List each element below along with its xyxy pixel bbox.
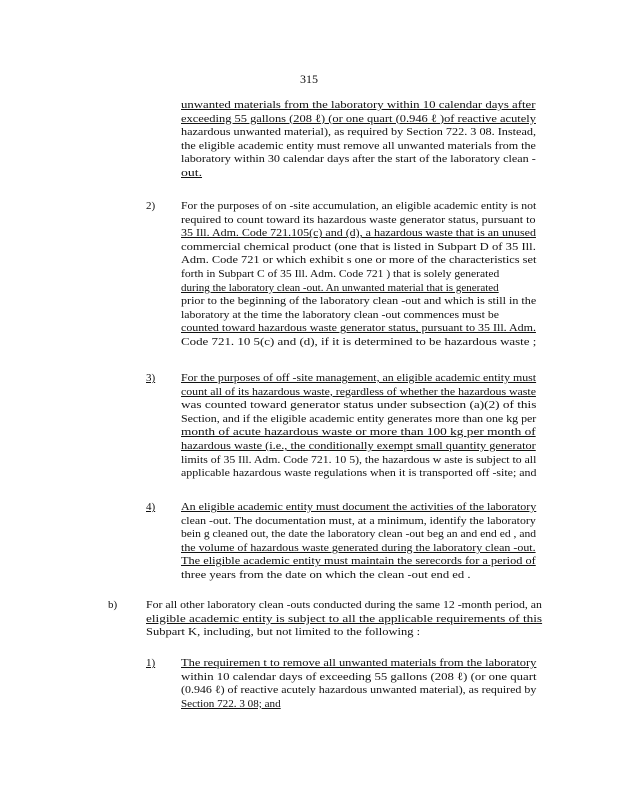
item-label: 4) (146, 501, 156, 513)
text-line: the eligible academic entity must remove all unwanted materials from the (181, 139, 536, 152)
item-label: 1) (146, 657, 156, 669)
text-line: within 10 calendar days of exceeding 55 gallons (208 ℓ) (or one quart (181, 670, 537, 683)
text-line: 35 Ill. Adm. Code 721.105(c) and (d), a hazardous waste that is an unused (181, 227, 536, 240)
text-line: count all of its hazardous waste, regardless of whether the hazardous waste (181, 385, 536, 398)
text-line: Section 722. 3 08; and (181, 697, 281, 710)
text-line: month of acute hazardous waste or more than 100 kg per month of (181, 426, 536, 439)
text-line: three years from the date on which the clean -out end ed . (181, 569, 471, 581)
text-line: The requiremen t to remove all unwanted materials from the laboratory (181, 657, 537, 669)
text-line: The eligible academic entity must maintain the serecords for a period of (181, 555, 536, 568)
text-line: laboratory within 30 calendar days after the start of the laboratory clean - (181, 153, 536, 166)
text-line: clean -out. The documentation must, at a minimum, identify the laboratory (181, 514, 536, 527)
text-line: (0.946 ℓ) of reactive acutely hazardous unwanted material), as required by (181, 684, 537, 697)
text-line: out. (181, 167, 203, 179)
text-line: For the purposes of off -site management, an eligible academic entity must (181, 372, 537, 384)
text-line: For all other laboratory clean -outs conducted during the same 12 -month period, an (146, 599, 542, 611)
text-line: hazardous waste (i.e., the conditionally exempt small quantity generator (181, 440, 536, 452)
page-number: 315 (300, 72, 318, 86)
text-line: An eligible academic entity must document the activities of the laboratory (181, 501, 537, 513)
text-line: bein g cleaned out, the date the laboratory clean -out beg an and end ed , and (181, 528, 537, 541)
text-line: Code 721. 10 5(c) and (d), if it is determined to be hazardous waste ; (181, 336, 537, 348)
item-label: 3) (146, 372, 156, 384)
text-line: counted toward hazardous waste generator status, pursuant to 35 Ill. Adm. (181, 322, 536, 335)
text-line: during the laboratory clean -out. An unwanted material that is generated (181, 281, 499, 294)
text-line: For the purposes of on -site accumulation, an eligible academic entity is not (181, 200, 537, 212)
text-line: was counted toward generator status under subsection (a)(2) of this (181, 399, 537, 412)
text-line: hazardous unwanted material), as required by Section 722. 3 08. Instead, (181, 126, 537, 139)
text-line: laboratory at the time the laboratory clean -out commences must be (181, 308, 499, 321)
text-line: required to count toward its hazardous waste generator status, pursuant to (181, 213, 536, 226)
text-line: Subpart K, including, but not limited to the following : (146, 626, 421, 639)
item-label: b) (108, 599, 118, 611)
text-line: commercial chemical product (one that is listed in Subpart D of 35 Ill. (181, 240, 536, 253)
item-label: 2) (146, 200, 156, 212)
text-line: eligible academic entity is subject to all the applicable requirements of this (146, 612, 543, 625)
text-line: prior to the beginning of the laboratory clean -out and which is still in the (181, 295, 537, 308)
text-line: Section, and if the eligible academic entity generates more than one kg per (181, 412, 537, 425)
text-line: applicable hazardous waste regulations when it is transported off -site; and (181, 467, 537, 480)
text-line: unwanted materials from the laboratory within 10 calendar days after (181, 99, 536, 111)
text-line: the volume of hazardous waste generated during the laboratory clean -out. (181, 541, 536, 554)
text-line: exceeding 55 gallons (208 ℓ) (or one quart (0.946 ℓ )of reactive acutely (181, 112, 536, 125)
text-line: limits of 35 Ill. Adm. Code 721. 10 5), the hazardous w aste is subject to all (181, 453, 537, 466)
text-line: forth in Subpart C of 35 Ill. Adm. Code 721 ) that is solely generated (181, 268, 500, 280)
text-line: Adm. Code 721 or which exhibit s one or more of the characteristics set (181, 254, 537, 267)
